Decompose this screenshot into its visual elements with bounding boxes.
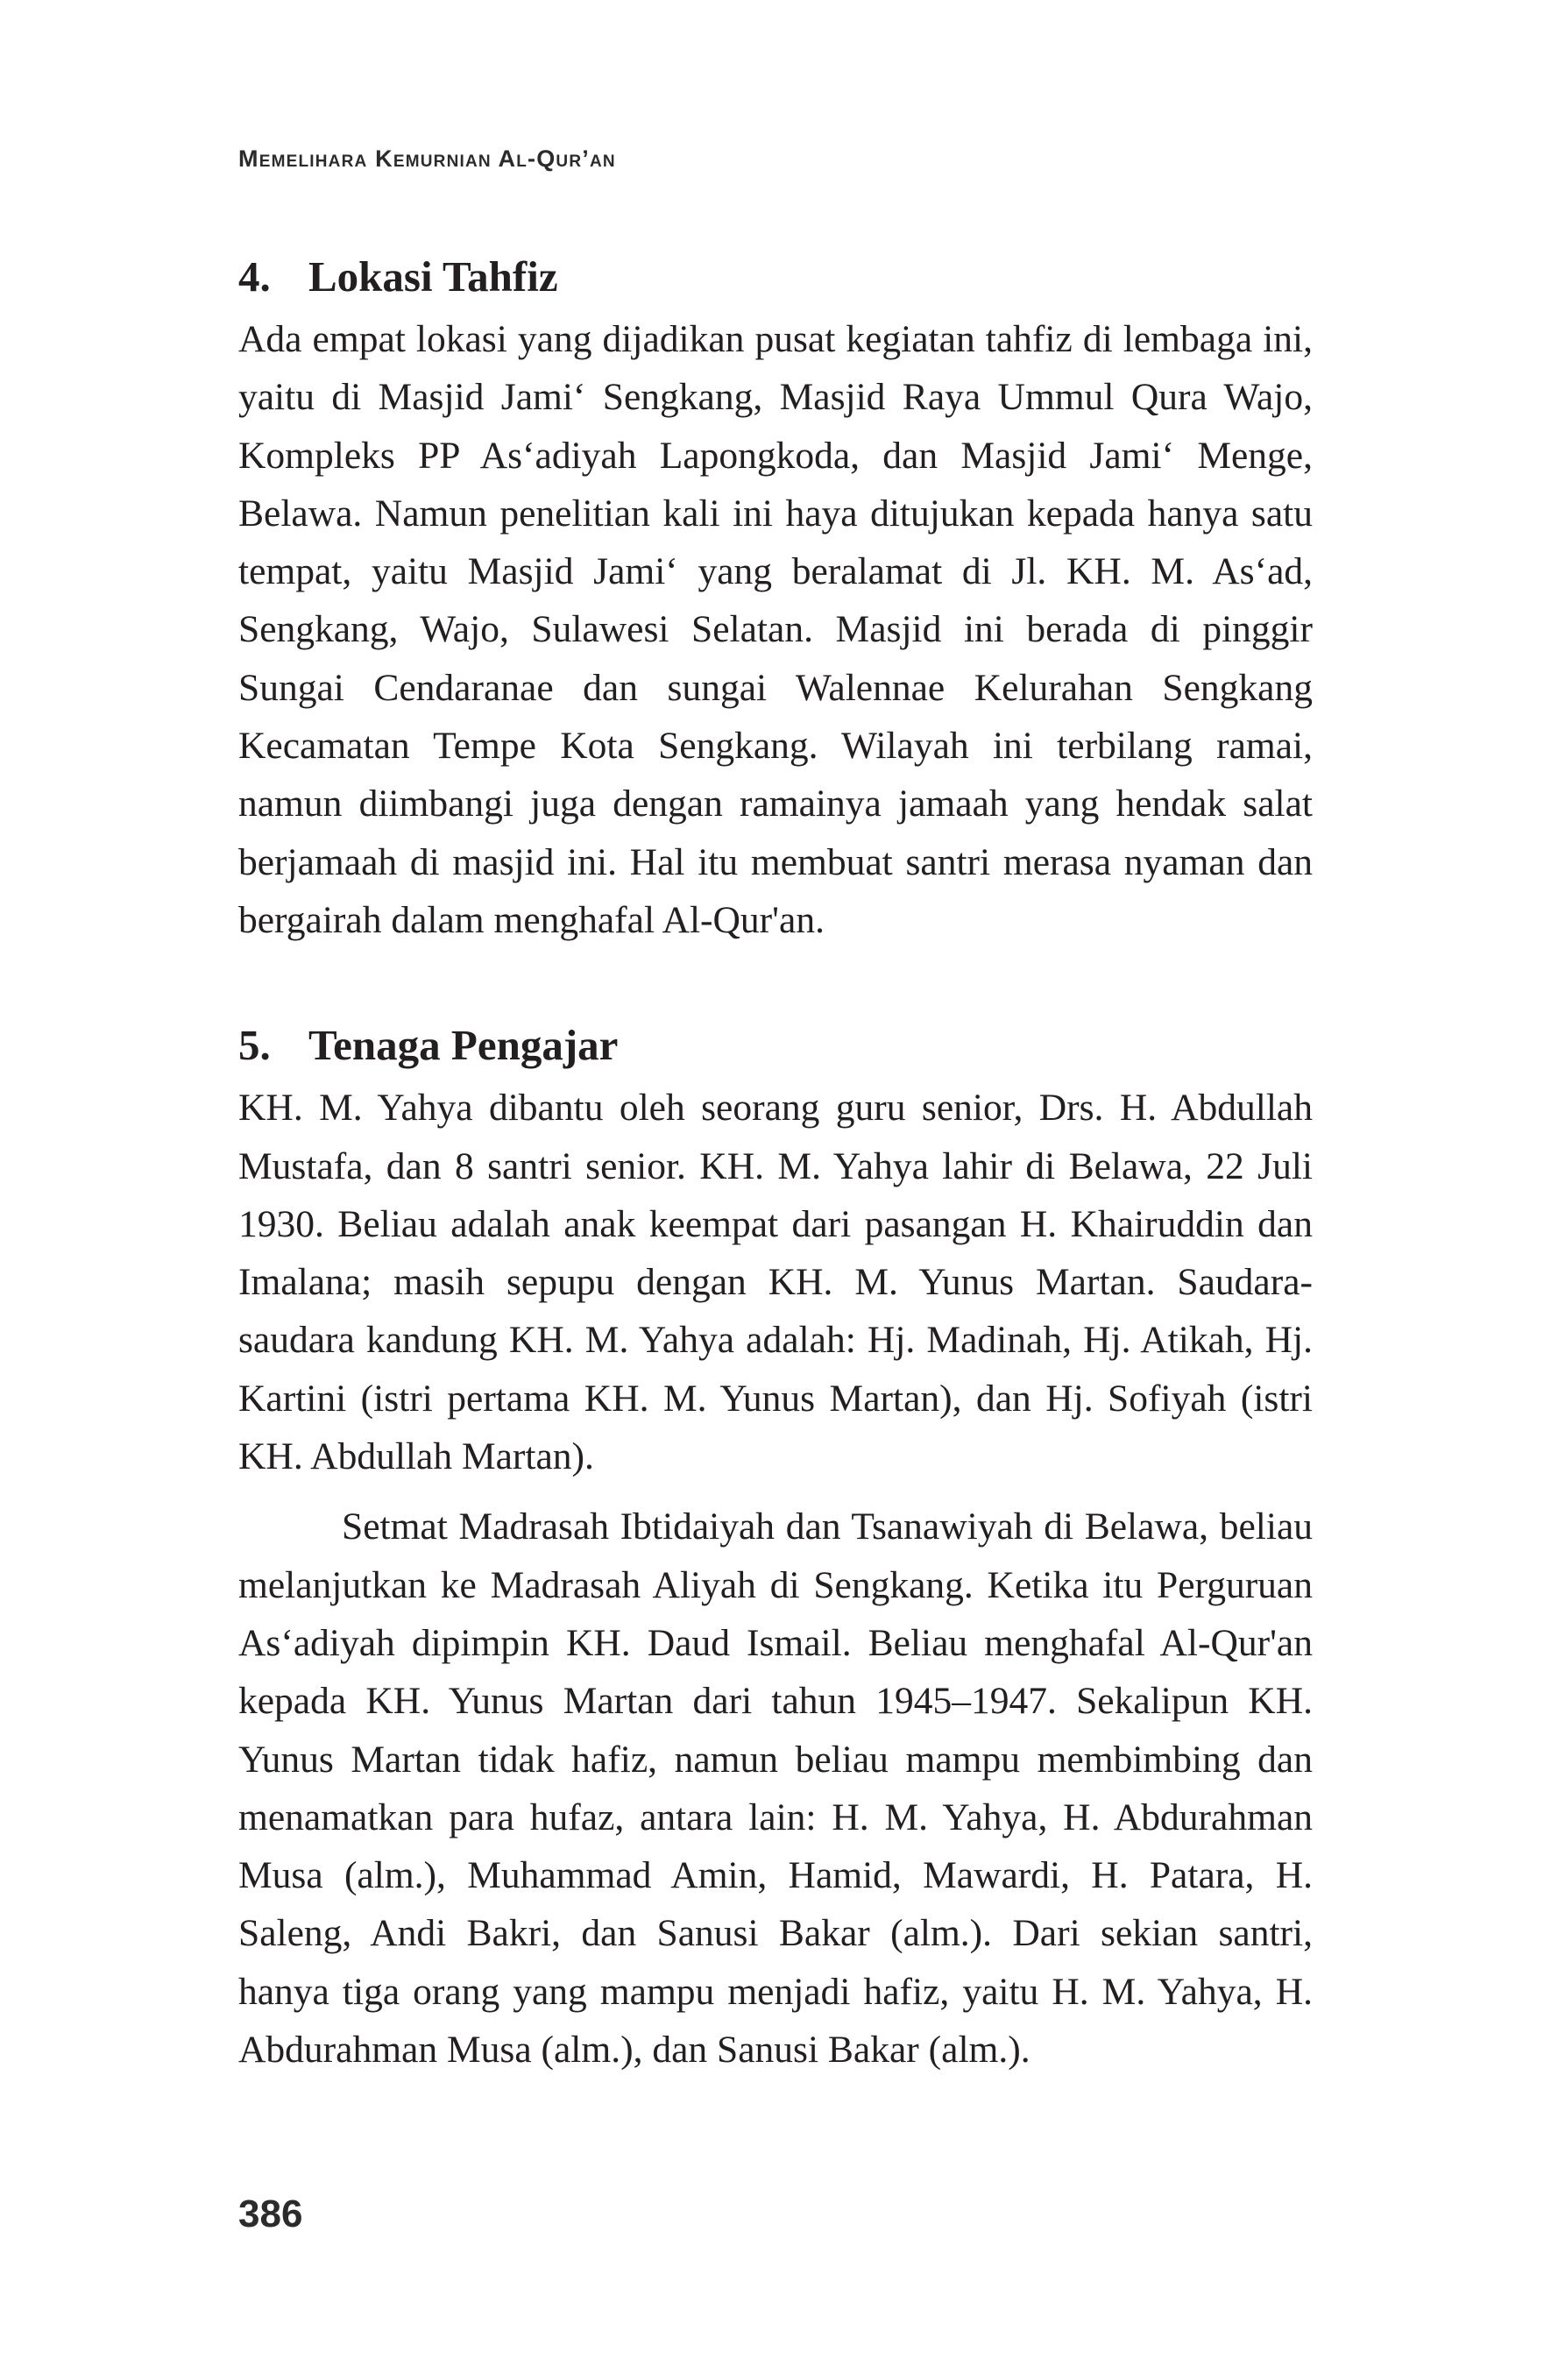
section-number: 5. xyxy=(238,1021,271,1070)
section-title: Lokasi Tahfiz xyxy=(308,252,558,301)
section-lokasi-tahfiz xyxy=(238,251,1313,949)
section-number: 4. xyxy=(238,252,271,301)
section-heading xyxy=(238,251,1313,303)
body-paragraph: Setmat Madrasah Ibtidaiyah dan Tsanawiyah di Belawa, beliau melanjutkan ke Madrasah Aliyah di Sengkang. Ketika itu Perguruan As‘adiyah dipimpin KH. Daud Ismail. Beliau menghafal Al-Qur'an kepada KH. Yunus Martan dari tahun 1945–1947. Sekalipun KH. Yunus Martan tidak hafiz, namun beliau mampu membimbing dan menamatkan para hufaz, antara lain: H. M. Yahya, H. Abdurahman Musa (alm.), Muhammad Amin, Hamid, Mawardi, H. Patara, H. Saleng, Andi Bakri, dan Sanusi Bakar (alm.). Dari sekian santri, hanya tiga orang yang mampu menjadi hafiz, yaitu H. M. Yahya, H. Abdurahman Musa (alm.), dan Sanusi Bakar (alm.). xyxy=(238,1505,1313,2072)
body-paragraph: Ada empat lokasi yang dijadikan pusat kegiatan tahfiz di lembaga ini, yaitu di Masjid Jami‘ Sengkang, Masjid Raya Ummul Qura Wajo, Kompleks PP As‘adiyah Lapongkoda, dan Masjid Jami‘ Menge, Belawa. Namun penelitian kali ini haya ditujukan kepada hanya satu tempat, yaitu Masjid Jami‘ yang beralamat di Jl. KH. M. As‘ad, Sengkang, Wajo, Sulawesi Selatan. Masjid ini berada di pinggir Sungai Cendaranae dan sungai Walennae Kelurahan Sengkang Kecamatan Tempe Kota Sengkang. Wilayah ini terbilang ramai, namun diimbangi juga dengan ramainya jamaah yang hendak salat berjamaah di masjid ini. Hal itu membuat santri merasa nyaman dan bergairah dalam menghafal Al-Qur'an. xyxy=(238,318,1313,941)
section-title: Tenaga Pengajar xyxy=(308,1021,619,1070)
page-body xyxy=(238,251,1313,2079)
body-paragraph: KH. M. Yahya dibantu oleh seorang guru senior, Drs. H. Abdullah Mustafa, dan 8 santri senior. KH. M. Yahya lahir di Belawa, 22 Juli 1930. Beliau adalah anak keempat dari pasangan H. Khairuddin dan Imalana; masih sepupu dengan KH. M. Yunus Martan. Saudara-saudara kandung KH. M. Yahya adalah: Hj. Madinah, Hj. Atikah, Hj. Kartini (istri pertama KH. M. Yunus Martan), dan Hj. Sofiyah (istri KH. Abdullah Martan). xyxy=(238,1087,1313,1478)
section-tenaga-pengajar xyxy=(238,1019,1313,2079)
section-heading xyxy=(238,1019,1313,1072)
running-head: Memelihara Kemurnian Al-Qur’an xyxy=(238,145,616,172)
page-number: 386 xyxy=(238,2192,303,2235)
